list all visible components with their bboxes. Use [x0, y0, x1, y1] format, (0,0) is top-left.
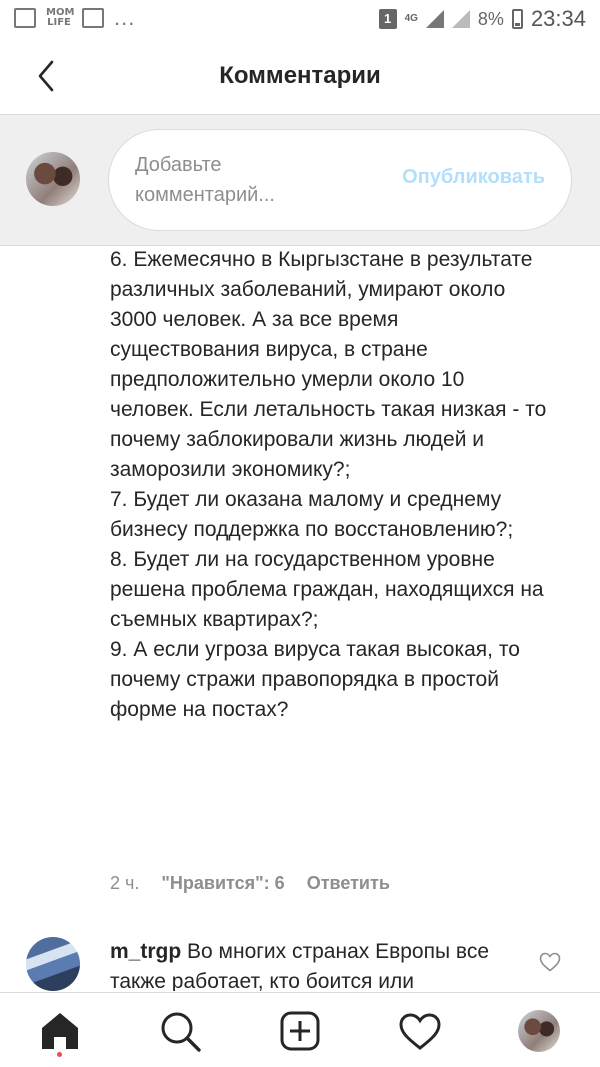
comment-input[interactable]: [108, 129, 572, 231]
comment-meta: [110, 873, 390, 894]
clock: 23:34: [530, 6, 586, 31]
comment-content: Во многих странах Европы все также работает, кто боится или: [110, 940, 489, 991]
avatar: [26, 152, 80, 206]
status-bar: [0, 0, 600, 40]
status-left: [14, 5, 136, 30]
publish-button[interactable]: Опубликовать: [402, 166, 545, 188]
momlife-icon: MOM LIFE: [46, 7, 75, 28]
comment-time: 2 ч.: [110, 873, 140, 893]
search-icon[interactable]: [158, 1009, 202, 1053]
comment-text: 6. Ежемесячно в Кыргызстане в результате различных заболеваний, умирают около 3000 человек. А за все время существования вируса, в стране предположительно умерли около 10 человек. Если летальность такая низкая - то почему заблокировали жизнь людей и заморозили экономику?; 7. Будет ли оказана малому и среднему бизнесу поддержка по восстановлению?; 8. Будет ли на государственном уровне решена проблема граждан, находящихся на съемных квартирах?; 9. А если угроза вируса такая высокая, то почему стражи правопорядка в простой форме на постах?: [110, 248, 547, 721]
network-type: 4G: [404, 13, 418, 24]
status-right: [379, 6, 586, 32]
avatar[interactable]: [26, 937, 80, 991]
signal-icon-2: [452, 10, 470, 28]
notification-dot: [57, 1052, 62, 1057]
heart-icon[interactable]: [398, 1009, 442, 1053]
add-post-icon[interactable]: [278, 1009, 322, 1053]
battery-percent: 8%: [477, 8, 504, 29]
battery-icon: [512, 9, 523, 29]
more-notifications-icon: ...: [114, 5, 136, 30]
likes-count[interactable]: "Нравится": 6: [161, 873, 285, 893]
profile-avatar[interactable]: [518, 1010, 560, 1052]
like-heart-icon[interactable]: [538, 950, 562, 974]
news-icon: [82, 8, 104, 28]
comments-list[interactable]: [0, 245, 600, 991]
page-title: Комментарии: [219, 62, 381, 89]
comment-text-next: [110, 937, 530, 991]
comment-username[interactable]: m_trgp: [110, 940, 182, 963]
signal-icon: [426, 10, 444, 28]
home-icon[interactable]: [38, 1009, 82, 1053]
comment-placeholder: Добавьте комментарий...: [135, 154, 275, 206]
reply-button[interactable]: Ответить: [306, 873, 390, 893]
header: [0, 40, 600, 114]
comment-composer: [0, 114, 600, 246]
sim-icon: 1: [379, 9, 397, 29]
bottom-nav: [0, 992, 600, 1067]
gallery-icon: [14, 8, 36, 28]
